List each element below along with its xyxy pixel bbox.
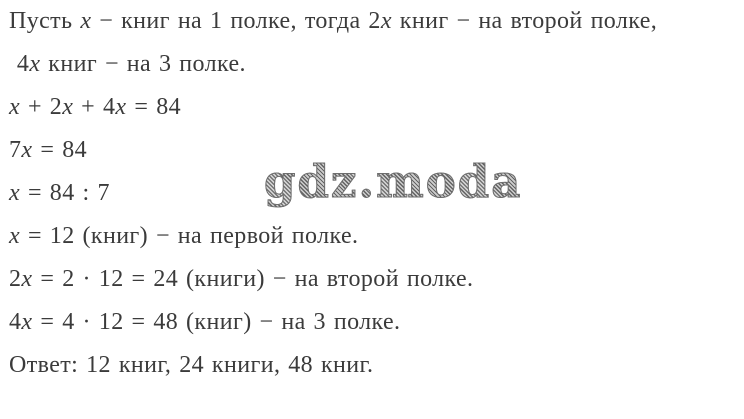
solution-line: 4x книг − на 3 полке. bbox=[9, 51, 246, 77]
variable-x: x bbox=[9, 180, 21, 206]
solution-line: Ответ: 12 книг, 24 книги, 48 книг. bbox=[9, 352, 374, 378]
solution-line: x = 84 : 7 bbox=[9, 180, 110, 206]
solution-line: 7x = 84 bbox=[9, 137, 88, 163]
variable-x: x bbox=[115, 94, 127, 120]
variable-x: x bbox=[21, 266, 33, 292]
variable-x: x bbox=[21, 137, 33, 163]
variable-x: x bbox=[9, 94, 21, 120]
variable-x: x bbox=[380, 8, 392, 34]
variable-x: x bbox=[80, 8, 92, 34]
variable-x: x bbox=[9, 223, 21, 249]
solution-text bbox=[9, 0, 657, 387]
solution-line: x = 12 (книг) − на первой полке. bbox=[9, 223, 359, 249]
solution-line: 2x = 2 · 12 = 24 (книги) − на второй полке. bbox=[9, 266, 474, 292]
watermark: gdz.moda bbox=[264, 155, 523, 208]
solution-line: 4x = 4 · 12 = 48 (книг) − на 3 полке. bbox=[9, 309, 401, 335]
variable-x: x bbox=[29, 51, 41, 77]
solution-line: Пусть x − книг на 1 полке, тогда 2x книг − на второй полке, bbox=[9, 8, 658, 34]
variable-x: x bbox=[21, 309, 33, 335]
variable-x: x bbox=[62, 94, 74, 120]
solution-line: x + 2x + 4x = 84 bbox=[9, 94, 182, 120]
